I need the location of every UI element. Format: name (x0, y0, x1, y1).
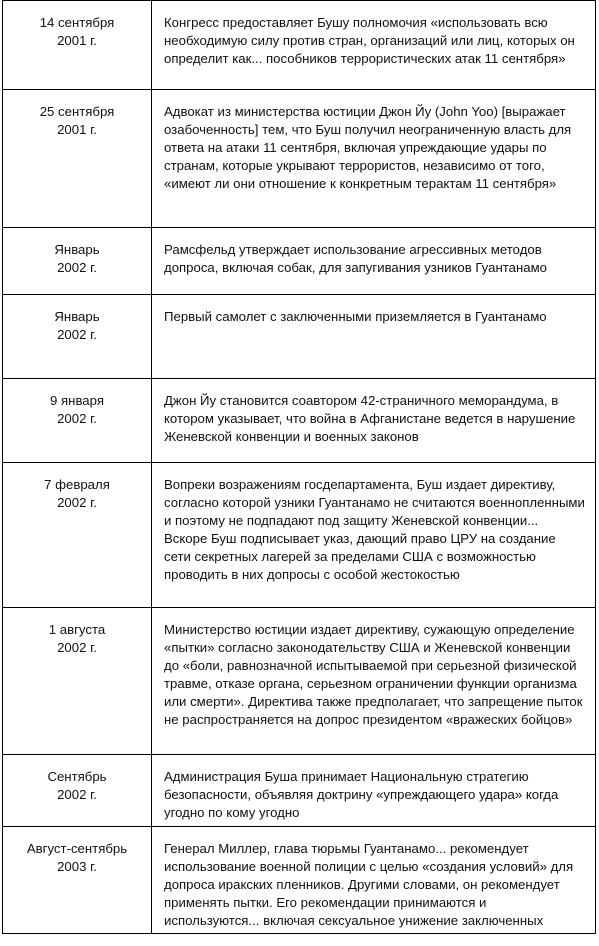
date-day: 9 января (50, 393, 104, 408)
date-cell (3, 755, 152, 827)
date-cell (3, 827, 152, 934)
date-cell (3, 90, 152, 228)
table-row (3, 463, 596, 608)
date-cell (3, 608, 152, 755)
date-cell (3, 379, 152, 463)
date-year: 2003 г. (57, 859, 97, 874)
date-day: Сентябрь (47, 769, 107, 784)
date-day: Январь (54, 242, 100, 257)
event-cell: Рамсфельд утверждает использование агрессивных методов допроса, включая собак, для запугивания узников Гуантанамо (152, 228, 596, 295)
date-cell (3, 463, 152, 608)
date-day: Январь (54, 309, 100, 324)
timeline-table (2, 0, 596, 934)
date-year: 2002 г. (57, 411, 97, 426)
event-cell: Первый самолет с заключенными приземляется в Гуантанамо (152, 295, 596, 379)
date-day: 25 сентября (39, 104, 115, 119)
table-row (3, 755, 596, 827)
table-row (3, 1, 596, 90)
date-year: 2001 г. (57, 33, 97, 48)
event-cell: Адвокат из министерства юстиции Джон Йу (John Yoo) [выражает озабоченность] тем, что Буш получил неограниченную власть для ответа на атаки 11 сентября, включая упреждающие удары по странам, которые укрывают террористов, независимо от того, «имеют ли они отношение к конкретным терактам 11 сентября» (152, 90, 596, 228)
event-cell: Джон Йу становится соавтором 42-страничного меморандума, в котором указывает, что война в Афганистане ведется в нарушение Женевской конвенции и военных законов (152, 379, 596, 463)
date-day: 14 сентября (39, 15, 115, 30)
table-row (3, 295, 596, 379)
date-cell (3, 1, 152, 90)
table-row (3, 379, 596, 463)
date-year: 2002 г. (57, 327, 97, 342)
table-row (3, 228, 596, 295)
date-day: 7 февраля (44, 477, 110, 492)
date-year: 2002 г. (57, 260, 97, 275)
date-cell (3, 228, 152, 295)
date-year: 2002 г. (57, 495, 97, 510)
date-year: 2002 г. (57, 787, 97, 802)
table-row (3, 608, 596, 755)
date-year: 2001 г. (57, 122, 97, 137)
event-cell: Вопреки возражениям госдепартамента, Буш издает директиву, согласно которой узники Гуантанамо не считаются военнопленными и поэтому не подпадают под защиту Женевской конвенции... Вскоре Буш подписывает указ, дающий право ЦРУ на создание сети секретных лагерей за пределами США с возможностью проводить в них допросы с особой жестокостью (152, 463, 596, 608)
event-cell: Генерал Миллер, глава тюрьмы Гуантанамо... рекомендует использование военной полиции с целью «создания условий» для допроса иракских пленников. Другими словами, он рекомендует применять пытки. Его рекомендации принимаются и используются... включая сексуальное унижение заключенных (152, 827, 596, 934)
table-row (3, 827, 596, 934)
event-cell: Министерство юстиции издает директиву, сужающую определение «пытки» согласно законодательству США и Женевской конвенции до «боли, равнозначной испытываемой при серьезной физической травме, отказе органа, серьезном ограничении функции организма или смерти». Директива также предполагает, что запрещение пыток не распространяется на допрос президентом «вражеских бойцов» (152, 608, 596, 755)
date-cell (3, 295, 152, 379)
event-cell: Администрация Буша принимает Национальную стратегию безопасности, объявляя доктрину «упреждающего удара» когда угодно по кому угодно (152, 755, 596, 827)
date-day: 1 августа (48, 622, 106, 637)
date-year: 2002 г. (57, 640, 97, 655)
table-row (3, 90, 596, 228)
date-day: Август-сентябрь (26, 841, 128, 856)
event-cell: Конгресс предоставляет Бушу полномочия «использовать всю необходимую силу против стран, организаций или лиц, которых он определит как... пособников террористических атак 11 сентября» (152, 1, 596, 90)
